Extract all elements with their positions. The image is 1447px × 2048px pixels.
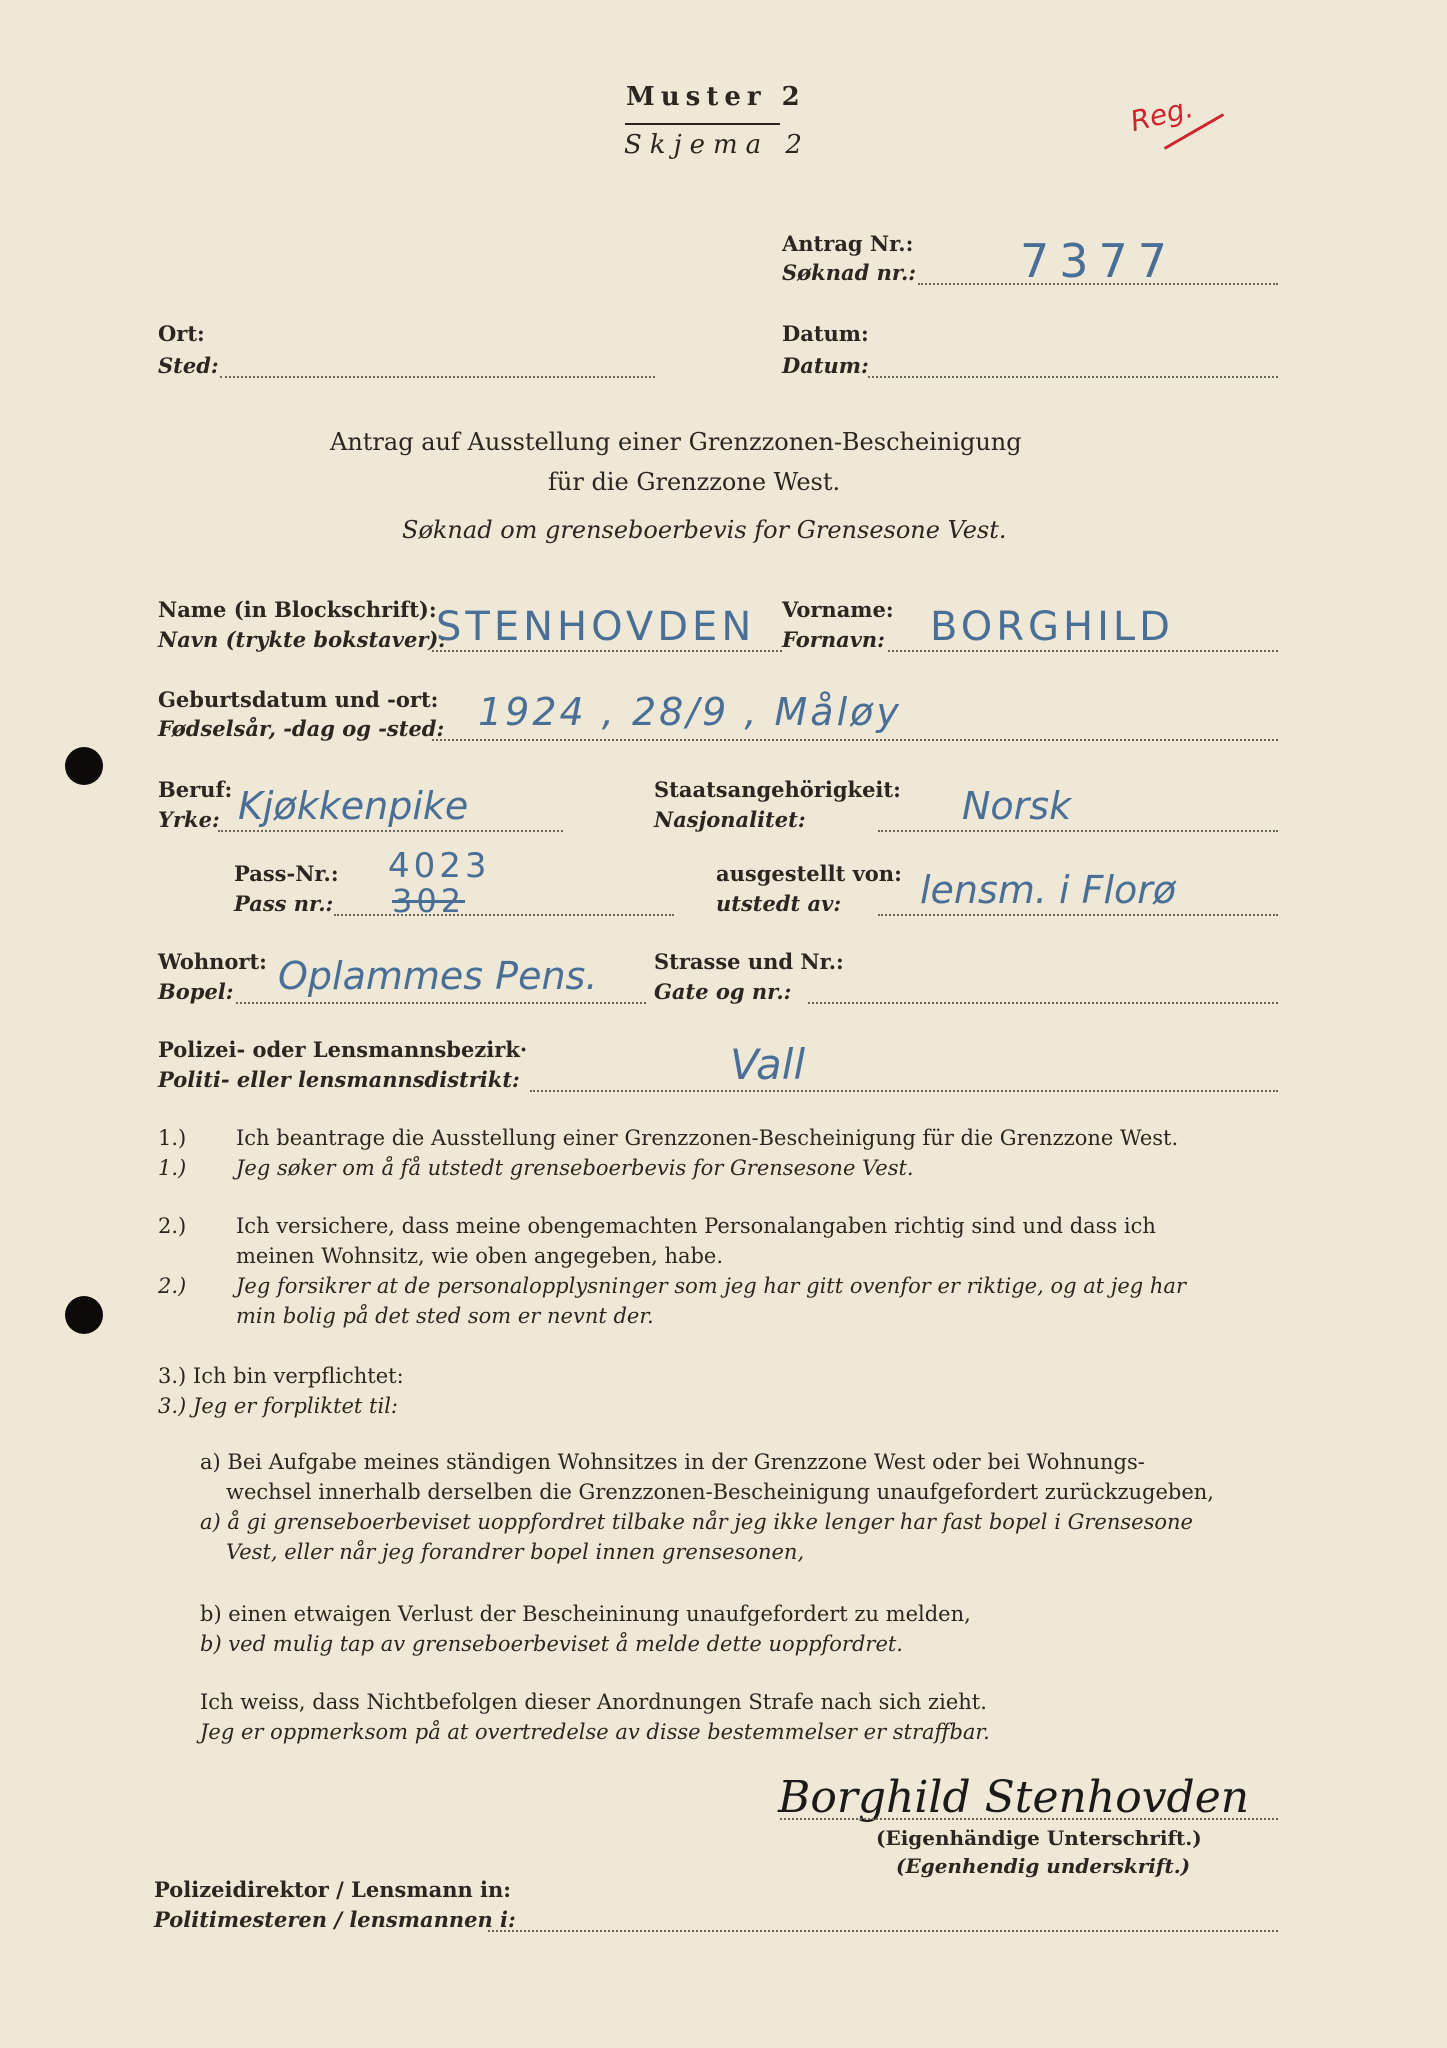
clause3-heading-de: 3.) Ich bin verpflichtet: — [158, 1364, 404, 1388]
birth-label-de: Geburtsdatum und -ort: — [158, 687, 439, 712]
clause1-text-no: Jeg søker om å få utstedt grenseboerbevis for Grensesone Vest. — [236, 1156, 914, 1180]
warning-text-no: Jeg er oppmerksom på at overtredelse av disse bestemmelser er straffbar. — [200, 1720, 990, 1744]
passport-label-no: Pass nr.: — [234, 891, 334, 916]
nationality-line — [878, 830, 1278, 832]
signature-line — [780, 1818, 1278, 1820]
muster-heading: Muster 2 — [626, 82, 806, 112]
clause2-text-de-line1: Ich versichere, dass meine obengemachten Personalangaben richtig sind und dass ich — [236, 1214, 1156, 1238]
nationality-value: Norsk — [962, 784, 1072, 828]
name-value: STENHOVDEN — [436, 604, 756, 650]
residence-label-de: Wohnort: — [158, 949, 267, 974]
street-label-de: Strasse und Nr.: — [654, 949, 844, 974]
birth-label-no: Fødselsår, -dag og -sted: — [158, 716, 445, 741]
clause2-number-de: 2.) — [158, 1214, 187, 1238]
clause3a-text-de-line1: a) Bei Aufgabe meines ständigen Wohnsitzes in der Grenzzone West oder bei Wohnungs- — [200, 1450, 1145, 1474]
residence-line — [236, 1002, 646, 1004]
district-label-de: Polizei- oder Lensmannsbezirk· — [158, 1037, 528, 1062]
authority-label-de: Polizeidirektor / Lensmann in: — [154, 1877, 512, 1902]
occupation-label-no: Yrke: — [158, 807, 220, 832]
passport-value-struck: 302 — [392, 882, 466, 920]
district-value: Vall — [730, 1040, 806, 1089]
name-line — [432, 650, 782, 652]
passport-line — [334, 914, 674, 916]
punch-hole-top — [65, 747, 103, 785]
clause2-text-de-line2: meinen Wohnsitz, wie oben angegeben, habe. — [236, 1244, 724, 1268]
district-label-no: Politi- eller lensmannsdistrikt: — [158, 1067, 520, 1092]
application-number-label-de: Antrag Nr.: — [782, 231, 914, 256]
applicant-signature: Borghild Stenhovden — [778, 1772, 1250, 1823]
name-label-de: Name (in Blockschrift): — [158, 597, 437, 622]
district-line — [530, 1090, 1278, 1092]
warning-text-de: Ich weiss, dass Nichtbefolgen dieser Anordnungen Strafe nach sich zieht. — [200, 1690, 987, 1714]
authority-line — [488, 1930, 1278, 1932]
birth-line — [432, 739, 1278, 741]
clause2-number-no: 2.) — [158, 1274, 187, 1298]
clause3-heading-no: 3.) Jeg er forpliktet til: — [158, 1394, 398, 1418]
firstname-value: BORGHILD — [930, 604, 1174, 650]
form-title-line3: Søknad om grenseboerbevis for Grensesone Vest. — [402, 516, 1007, 544]
skjema-heading: Skjema 2 — [624, 130, 810, 160]
issued-by-value: lensm. i Florø — [920, 868, 1177, 912]
punch-hole-bottom — [65, 1296, 103, 1334]
passport-label-de: Pass-Nr.: — [234, 861, 339, 886]
date-label-no: Datum: — [782, 353, 869, 378]
clause3a-text-no-line2: Vest, eller når jeg forandrer bopel innen grensesonen, — [226, 1540, 805, 1564]
occupation-value: Kjøkkenpike — [238, 784, 469, 828]
clause2-text-no-line1: Jeg forsikrer at de personalopplysninger som jeg har gitt ovenfor er riktige, og at jeg har — [236, 1274, 1186, 1298]
signature-caption-de: (Eigenhändige Unterschrift.) — [876, 1826, 1202, 1850]
street-label-no: Gate og nr.: — [654, 979, 792, 1004]
nationality-label-de: Staatsangehörigkeit: — [654, 777, 901, 802]
birth-value: 1924 , 28/9 , Måløy — [478, 690, 902, 734]
clause1-number-de: 1.) — [158, 1126, 187, 1150]
occupation-label-de: Beruf: — [158, 777, 233, 802]
occupation-line — [218, 830, 563, 832]
application-number-label-no: Søknad nr.: — [782, 260, 917, 285]
form-title-line1: Antrag auf Ausstellung einer Grenzzonen-Bescheinigung — [330, 428, 1022, 456]
clause3b-text-de: b) einen etwaigen Verlust der Bescheininung unaufgefordert zu melden, — [200, 1602, 971, 1626]
passport-value: 4023 — [388, 846, 491, 886]
issued-by-line — [878, 914, 1278, 916]
place-label-no: Sted: — [158, 353, 219, 378]
firstname-label-de: Vorname: — [782, 597, 894, 622]
date-line — [868, 376, 1278, 378]
clause2-text-no-line2: min bolig på det sted som er nevnt der. — [236, 1304, 654, 1328]
place-line — [220, 376, 655, 378]
clause1-text-de: Ich beantrage die Ausstellung einer Grenzzonen-Bescheinigung für die Grenzzone West. — [236, 1126, 1179, 1150]
reg-annotation: Reg. — [1126, 90, 1197, 139]
signature-caption-no: (Egenhendig underskrift.) — [896, 1854, 1191, 1878]
residence-label-no: Bopel: — [158, 979, 234, 1004]
clause3b-text-no: b) ved mulig tap av grenseboerbeviset å melde dette uoppfordret. — [200, 1632, 903, 1656]
clause3a-text-de-line2: wechsel innerhalb derselben die Grenzzonen-Bescheinigung unaufgefordert zurückzugeben, — [226, 1480, 1214, 1504]
residence-value: Oplammes Pens. — [278, 954, 598, 998]
authority-label-no: Politimesteren / lensmannen i: — [154, 1907, 516, 1932]
firstname-line — [888, 650, 1278, 652]
firstname-label-no: Fornavn: — [782, 627, 885, 652]
issued-by-label-no: utstedt av: — [716, 891, 842, 916]
form-title-line2: für die Grenzzone West. — [548, 468, 841, 496]
application-number-value: 7377 — [1020, 234, 1178, 288]
clause3a-text-no-line1: a) å gi grenseboerbeviset uoppfordret tilbake når jeg ikke lenger har fast bopel i Grensesone — [200, 1510, 1193, 1534]
clause1-number-no: 1.) — [158, 1156, 187, 1180]
street-line — [808, 1002, 1278, 1004]
date-label-de: Datum: — [782, 321, 869, 346]
heading-divider — [625, 123, 780, 125]
name-label-no: Navn (trykte bokstaver): — [158, 627, 447, 652]
nationality-label-no: Nasjonalitet: — [654, 807, 806, 832]
issued-by-label-de: ausgestellt von: — [716, 861, 902, 886]
place-label-de: Ort: — [158, 321, 205, 346]
